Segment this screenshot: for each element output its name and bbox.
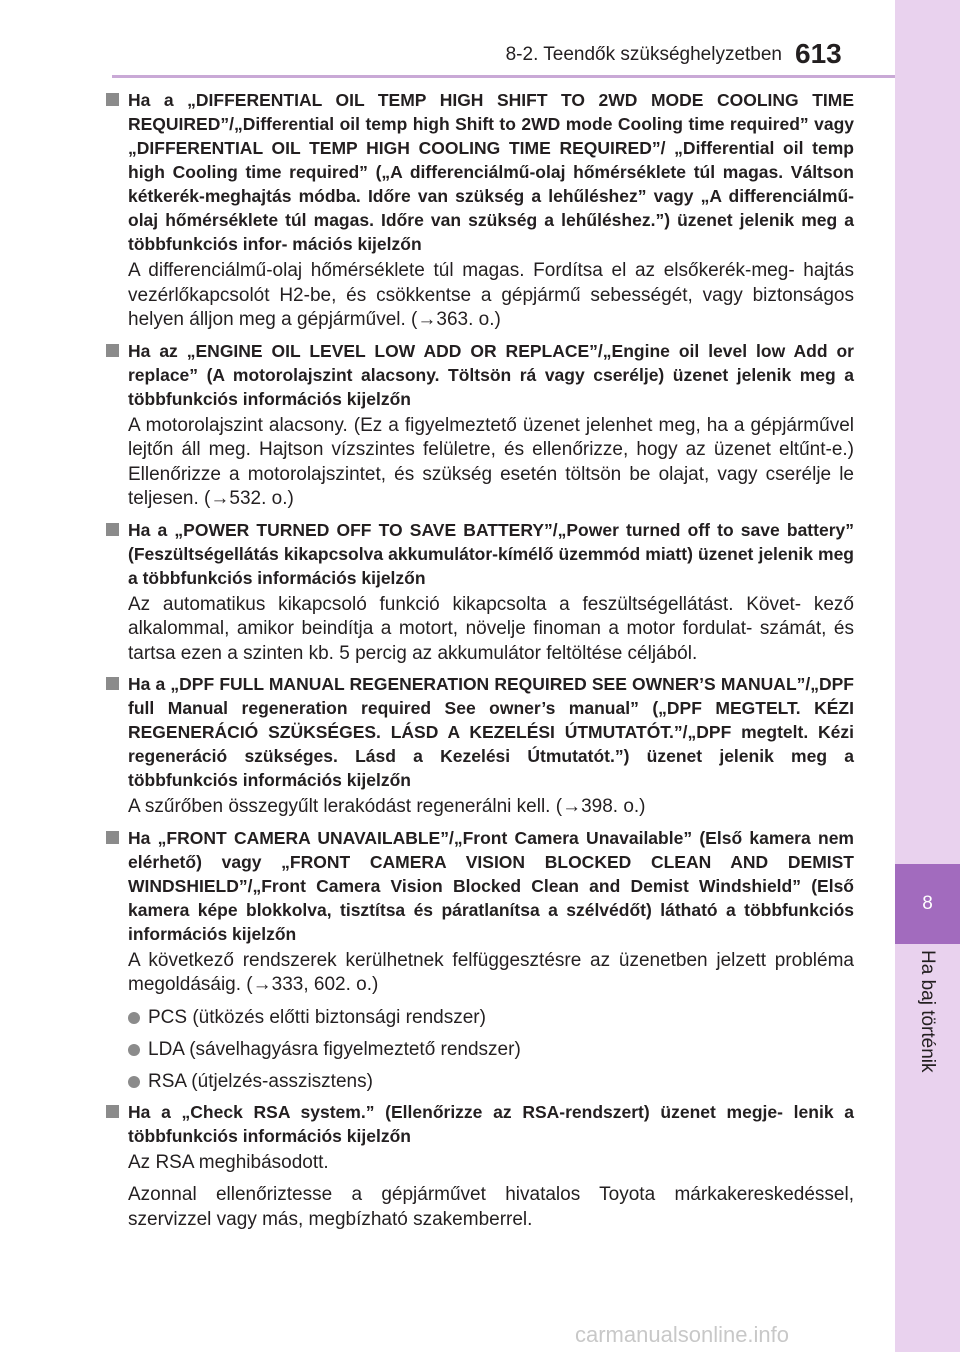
bullet-icon: [128, 1044, 140, 1056]
section-text-secondary: Azonnal ellenőriztesse a gépjárművet hivatalos Toyota márkakereskedéssel, szervizzel vagy más, megbízható szakemberrel.: [128, 1184, 854, 1230]
section-title: 8-2. Teendők szükséghelyzetben: [505, 44, 782, 65]
section-square-icon: [106, 677, 119, 690]
section-differential-oil: [106, 88, 854, 333]
section-heading: Ha a „DIFFERENTIAL OIL TEMP HIGH SHIFT TO 2WD MODE COOLING TIME REQUIRED”/„Differential oil temp high Shift to 2WD mode Cooling time required” vagy „DIFFERENTIAL OIL TEMP HIGH COOLING TIME REQUIRED”/ „Differential oil temp high Cooling time required” („A differenciálmű-olaj hőmérséklete túl magas. Váltson kétkerék-meghajtás módba. Időre van szükség a lehűléshez” vagy „A differenciálmű-olaj hőmérséklete túl magas. Időre van szükség a lehűléshez.”) üzenet jelenik meg a többfunkciós infor- mációs kijelzőn: [128, 90, 854, 254]
section-heading: Ha a „POWER TURNED OFF TO SAVE BATTERY”/„Power turned off to save battery” (Feszültségellátás kikapcsolva akkumulátor-kímélő üzemmód miatt) üzenet jelenik meg a többfunkciós információs kijelzőn: [128, 519, 854, 588]
bullet-icon: [128, 1012, 140, 1024]
section-square-icon: [106, 344, 119, 357]
section-heading: Ha a „Check RSA system.” (Ellenőrizze az RSA-rendszert) üzenet megje- lenik a többfunkciós információs kijelzőn: [128, 1101, 854, 1146]
section-check-rsa: [106, 1100, 854, 1233]
section-square-icon: [106, 831, 119, 844]
list-item-text: LDA (sávelhagyásra figyelmeztető rendszer): [148, 1038, 521, 1060]
section-heading: Ha a „DPF FULL MANUAL REGENERATION REQUIRED SEE OWNER’S MANUAL”/„DPF full Manual regeneration required See owner’s manual” („DPF MEGTELT. KÉZI REGENERÁCIÓ SZÜKSÉGES. LÁSD A KEZELÉSI ÚTMUTATÓT.”/„DPF megtelt. Kézi regeneráció szükséges. Lásd a Kezelési Útmutatót.”) üzenet jelenik meg a többfunkciós információs kijelzőn: [128, 674, 854, 790]
chapter-number-tab: 8: [895, 864, 960, 944]
section-heading: Ha az „ENGINE OIL LEVEL LOW ADD OR REPLACE”/„Engine oil level low Add or replace” (A motorolajszint alacsony. Töltsön rá vagy cserélje) üzenet jelenik meg a többfunkciós információs kijelzőn: [128, 340, 854, 409]
main-content: [106, 88, 854, 1238]
list-item: [128, 1038, 854, 1062]
section-square-icon: [106, 93, 119, 106]
bullet-icon: [128, 1076, 140, 1088]
list-item-text: RSA (útjelzés-asszisztens): [148, 1070, 373, 1092]
section-text: A differenciálmű-olaj hőmérséklete túl magas. Fordítsa el az elsőkerék-meg- hajtás vezérlőkapcsolót H2-be, és csökkentse a gépjármű sebességét, vagy biztonságos helyen álljon meg a gépjárművel. (→363. o.): [128, 260, 854, 330]
side-tab-background-bottom: [895, 1244, 960, 1352]
section-heading: Ha „FRONT CAMERA UNAVAILABLE”/„Front Camera Unavailable” (Első kamera nem elérhető) vagy „FRONT CAMERA VISION BLOCKED CLEAN AND DEMIST WINDSHIELD”/„Front Camera Vision Blocked Clean and Demist Windshield” (Első kamera képe blokkolva, tisztítsa és páratlanítsa a szélvédőt) látható a többfunkciós információs kijelzőn: [128, 827, 854, 944]
header-rule: [112, 75, 895, 78]
section-power-turned-off: [106, 518, 854, 667]
side-tab-background-top: [895, 0, 960, 864]
watermark: carmanualsonline.info: [575, 1322, 790, 1347]
section-text: Az automatikus kikapcsoló funkció kikapcsolta a feszültségellátást. Követ- kező alkalommal, amikor beindítja a motort, növelje finoman a motor fordulat- számát, és tartsa ezen a szinten kb. 5 percig az akkumulátor feltöltése céljából.: [128, 593, 854, 664]
section-text: Az RSA meghibásodott.: [128, 1151, 329, 1173]
section-engine-oil: [106, 339, 854, 512]
section-text: A következő rendszerek kerülhetnek felfüggesztésre az üzenetben jelzett probléma megoldásáig. (→333, 602. o.): [128, 949, 854, 995]
list-item: [128, 1006, 854, 1030]
section-square-icon: [106, 523, 119, 536]
chapter-label: Ha baj történik: [917, 950, 938, 1073]
section-text: A motorolajszint alacsony. (Ez a figyelmeztető üzenet jelenhet meg, ha a gépjárművel lejtőn áll meg. Hajtson vízszintes felületre, és ellenőrizze, hogy az üzenet eltűnt-e.) Ellenőrizze a motorolajszintet, és szükség esetén töltsön be olajat, vagy cserélje le teljesen. (→532. o.): [128, 414, 854, 509]
section-square-icon: [106, 1105, 119, 1118]
section-text: A szűrőben összegyűlt lerakódást regenerálni kell. (→398. o.): [128, 796, 646, 817]
page-number: 613: [795, 38, 842, 69]
list-item-text: PCS (ütközés előtti biztonsági rendszer): [148, 1006, 486, 1028]
section-dpf-full: [106, 672, 854, 820]
section-front-camera: [106, 826, 854, 1094]
list-item: [128, 1070, 854, 1094]
